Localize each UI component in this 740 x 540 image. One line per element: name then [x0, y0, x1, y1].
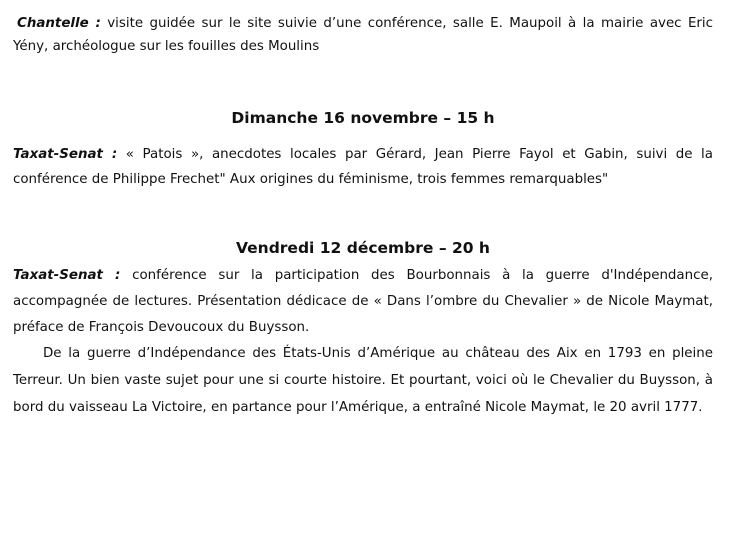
- place-taxat-senat-1: Taxat-Senat :: [13, 147, 118, 162]
- event2-line-6: [13, 398, 713, 418]
- event2-line-5: [13, 371, 713, 391]
- place-chantelle: Chantelle :: [17, 16, 101, 31]
- event2-line-3: [13, 318, 713, 338]
- chantelle-text-2: Yény, archéologue sur les fouilles des Moulins: [13, 39, 320, 54]
- event2-line-2: [13, 292, 713, 312]
- chantelle-line-1: [13, 14, 713, 34]
- event1-line-1: [13, 145, 713, 165]
- event2-text-2: accompagnée de lectures. Présentation dédicace de « Dans l’ombre du Chevalier » de Nicole Maymat,: [13, 294, 713, 309]
- heading-event-2: Vendredi 12 décembre – 20 h: [236, 239, 490, 257]
- place-taxat-senat-2: Taxat-Senat :: [13, 268, 121, 283]
- event2-text-4: De la guerre d’Indépendance des États-Unis d’Amérique au château des Aix en 1793 en pleine: [43, 346, 713, 361]
- chantelle-line-2: [13, 37, 713, 57]
- event1-text-1: « Patois », anecdotes locales par Gérard, Jean Pierre Fayol et Gabin, suivi de la: [117, 147, 713, 162]
- event2-text-3: préface de François Devoucoux du Buysson.: [13, 320, 310, 335]
- event2-line-1: [13, 266, 713, 286]
- chantelle-text-1: visite guidée sur le site suivie d’une conférence, salle E. Maupoil à la mairie avec Eric: [100, 16, 713, 31]
- event2-text-6: bord du vaisseau La Victoire, en partance pour l’Amérique, a entraîné Nicole Maymat, le 20 avril 1777.: [13, 400, 703, 415]
- event2-text-1: conférence sur la participation des Bourbonnais à la guerre d'Indépendance,: [120, 268, 713, 283]
- event1-text-2: conférence de Philippe Frechet" Aux origines du féminisme, trois femmes remarquables": [13, 172, 609, 187]
- event1-line-2: [13, 170, 713, 190]
- event2-text-5: Terreur. Un bien vaste sujet pour une si courte histoire. Et pourtant, voici où le Chevalier du Buysson, à: [13, 373, 713, 388]
- heading-event-1: Dimanche 16 novembre – 15 h: [231, 109, 495, 127]
- event2-line-4: [13, 344, 713, 364]
